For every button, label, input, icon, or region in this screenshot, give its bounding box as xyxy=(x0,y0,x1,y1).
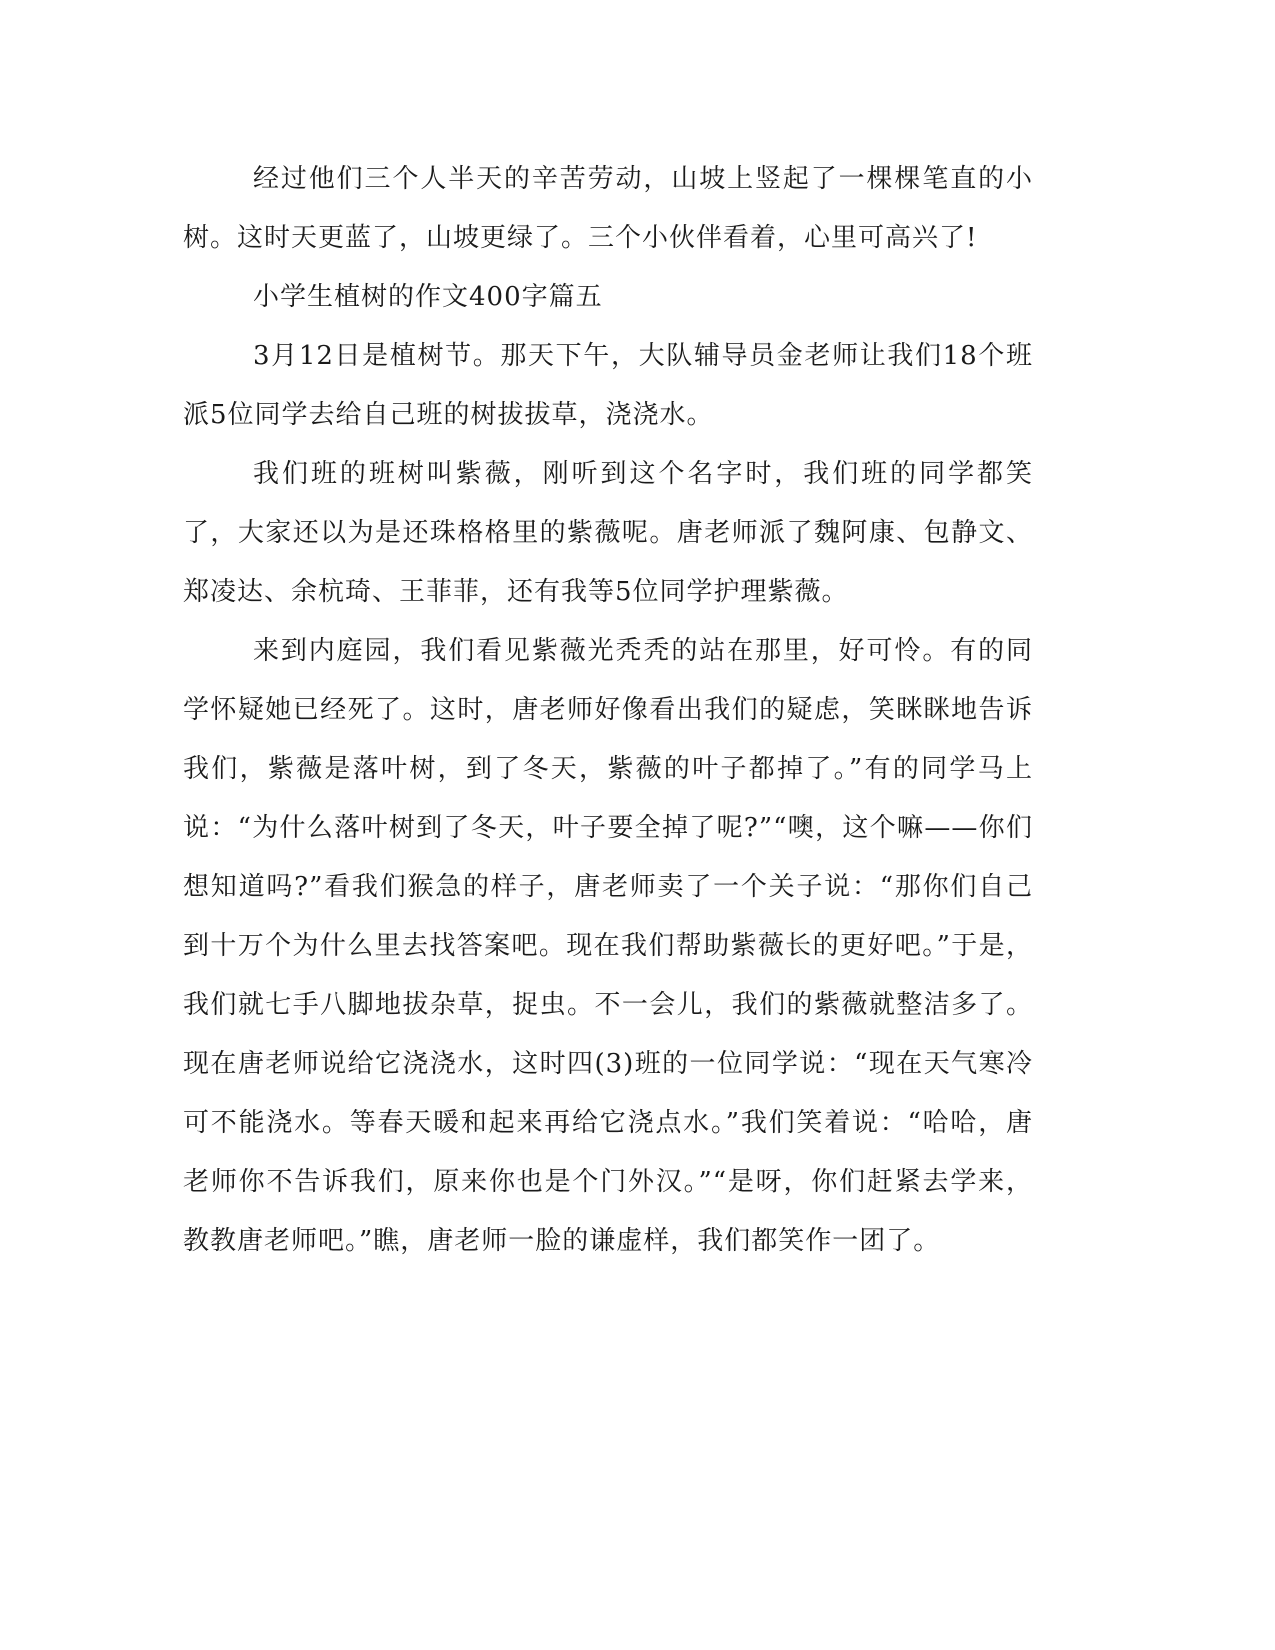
paragraph-intro: 3月12日是植树节。那天下午，大队辅导员金老师让我们18个班派5位同学去给自己班的树拔拔草，浇浇水。 xyxy=(183,341,1033,430)
paragraph-conclusion: 经过他们三个人半天的辛苦劳动，山坡上竖起了一棵棵笔直的小树。这时天更蓝了，山坡更绿了。三个小伙伴看着，心里可高兴了! xyxy=(183,164,1033,253)
document-page xyxy=(183,150,1033,1271)
paragraph-class-tree: 我们班的班树叫紫薇，刚听到这个名字时，我们班的同学都笑了，大家还以为是还珠格格里的紫薇呢。唐老师派了魏阿康、包静文、郑凌达、余杭琦、王菲菲，还有我等5位同学护理紫薇。 xyxy=(183,459,1033,607)
paragraph-story: 来到内庭园，我们看见紫薇光秃秃的站在那里，好可怜。有的同学怀疑她已经死了。这时，唐老师好像看出我们的疑虑，笑眯眯地告诉我们，紫薇是落叶树，到了冬天，紫薇的叶子都掉了。”有的同学马上说：“为什么落叶树到了冬天，叶子要全掉了呢?”“噢，这个嘛——你们想知道吗?”看我们猴急的样子，唐老师卖了一个关子说：“那你们自己到十万个为什么里去找答案吧。现在我们帮助紫薇长的更好吧。”于是，我们就七手八脚地拔杂草，捉虫。不一会儿，我们的紫薇就整洁多了。现在唐老师说给它浇浇水，这时四(3)班的一位同学说：“现在天气寒冷可不能浇水。等春天暖和起来再给它浇点水。”我们笑着说：“哈哈，唐老师你不告诉我们，原来你也是个门外汉。”“是呀，你们赶紧去学来，教教唐老师吧。”瞧，唐老师一脸的谦虚样，我们都笑作一团了。 xyxy=(183,636,1033,1256)
section-heading: 小学生植树的作文400字篇五 xyxy=(253,282,603,312)
